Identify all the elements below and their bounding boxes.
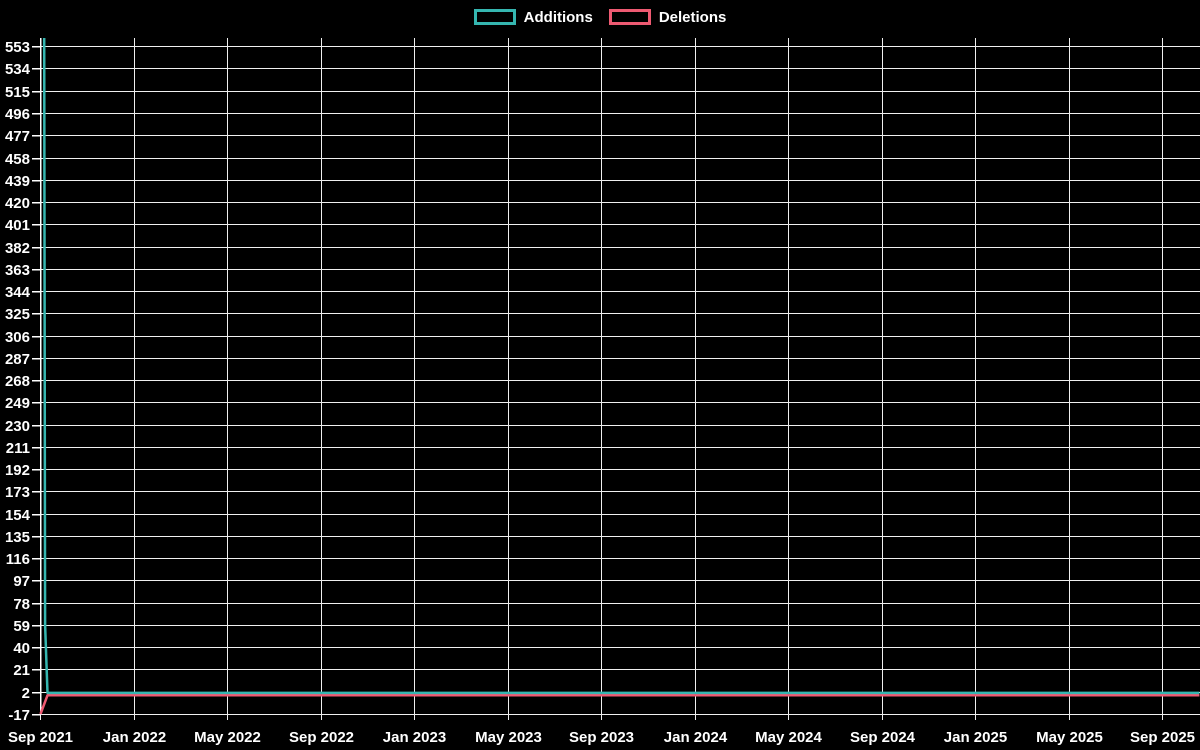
x-tick-label: May 2025 [1036,729,1103,746]
y-tick-label: 458 [4,151,30,168]
additions-line [44,38,1199,693]
y-tick-label: 477 [4,128,30,145]
additions-swatch-icon [474,9,516,25]
x-tick-label: Jan 2022 [102,729,167,746]
y-tick-label: 59 [13,618,30,635]
y-tick-label: 420 [4,195,30,212]
y-tick-label: 173 [4,484,30,501]
y-tick-label: 211 [5,440,30,457]
x-tick-label: May 2024 [755,729,822,746]
y-tick-label: 496 [4,106,30,123]
y-tick-label: 135 [4,529,30,546]
y-tick-label: 534 [4,61,30,78]
y-tick-label: 2 [21,685,30,702]
y-tick-label: 21 [13,662,30,679]
y-tick-label: 325 [4,306,30,323]
legend-label-deletions: Deletions [658,8,727,26]
legend-item-deletions[interactable] [609,9,727,25]
x-tick-label: Jan 2023 [382,729,447,746]
legend-label-additions: Additions [523,8,593,26]
deletions-line [41,695,1200,714]
y-tick-label: 40 [13,640,30,657]
deletions-swatch-icon [609,9,651,25]
y-tick-label: 97 [13,573,30,590]
x-tick-label: Sep 2024 [849,729,916,746]
y-tick-label: 439 [4,173,30,190]
y-tick-label: 154 [4,507,30,524]
x-tick-label: May 2022 [194,729,261,746]
x-tick-label: Sep 2025 [1129,729,1196,746]
y-tick-label: 553 [4,39,30,56]
y-tick-label: 306 [4,329,30,346]
y-tick-label: 363 [4,262,30,279]
y-tick-label: 515 [4,84,30,101]
y-tick-label: 116 [5,551,30,568]
x-tick-label: Jan 2025 [943,729,1008,746]
y-tick-label: 192 [4,462,30,479]
y-tick-label: 249 [4,395,30,412]
x-tick-label: Jan 2024 [663,729,728,746]
chart-legend [0,6,1200,28]
y-tick-label: 230 [4,418,30,435]
y-tick-label: 401 [4,217,30,234]
y-tick-label: 382 [4,240,30,257]
legend-item-additions[interactable] [474,9,593,25]
x-tick-label: Sep 2021 [7,729,74,746]
x-tick-label: May 2023 [475,729,542,746]
x-tick-label: Sep 2023 [568,729,635,746]
y-tick-label: 268 [4,373,30,390]
y-tick-label: 344 [4,284,30,301]
y-tick-label: 287 [4,351,30,368]
x-tick-label: Sep 2022 [288,729,355,746]
y-tick-label: -17 [8,707,30,724]
y-tick-label: 78 [13,596,30,613]
